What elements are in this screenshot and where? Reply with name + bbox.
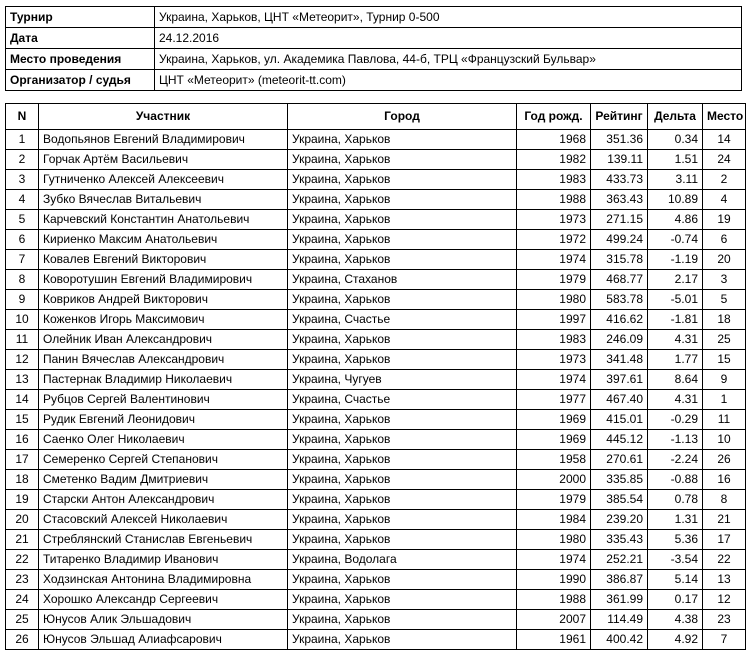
cell-number: 9 bbox=[6, 290, 39, 310]
cell-rating: 433.73 bbox=[591, 170, 648, 190]
cell-rating: 445.12 bbox=[591, 430, 648, 450]
cell-rating: 415.01 bbox=[591, 410, 648, 430]
cell-delta: 2.17 bbox=[648, 270, 703, 290]
cell-participant: Стасовский Алексей Николаевич bbox=[39, 510, 288, 530]
cell-rating: 416.62 bbox=[591, 310, 648, 330]
cell-delta: 4.31 bbox=[648, 390, 703, 410]
cell-birth-year: 1974 bbox=[517, 550, 591, 570]
cell-city: Украина, Харьков bbox=[288, 510, 517, 530]
cell-number: 14 bbox=[6, 390, 39, 410]
cell-rating: 270.61 bbox=[591, 450, 648, 470]
table-row bbox=[6, 350, 746, 370]
cell-rating: 468.77 bbox=[591, 270, 648, 290]
cell-place: 20 bbox=[703, 250, 746, 270]
cell-rating: 114.49 bbox=[591, 610, 648, 630]
col-header-delta: Дельта bbox=[648, 104, 703, 130]
cell-delta: 10.89 bbox=[648, 190, 703, 210]
cell-place: 2 bbox=[703, 170, 746, 190]
cell-place: 21 bbox=[703, 510, 746, 530]
cell-city: Украина, Счастье bbox=[288, 390, 517, 410]
col-header-place: Место bbox=[703, 104, 746, 130]
table-row bbox=[6, 270, 746, 290]
cell-number: 26 bbox=[6, 630, 39, 650]
cell-city: Украина, Харьков bbox=[288, 590, 517, 610]
cell-place: 6 bbox=[703, 230, 746, 250]
table-row bbox=[6, 510, 746, 530]
cell-rating: 252.21 bbox=[591, 550, 648, 570]
cell-participant: Рудик Евгений Леонидович bbox=[39, 410, 288, 430]
table-row bbox=[6, 170, 746, 190]
cell-rating: 335.85 bbox=[591, 470, 648, 490]
cell-number: 10 bbox=[6, 310, 39, 330]
cell-delta: -5.01 bbox=[648, 290, 703, 310]
cell-participant: Стреблянский Станислав Евгеньевич bbox=[39, 530, 288, 550]
cell-place: 14 bbox=[703, 130, 746, 150]
cell-city: Украина, Харьков bbox=[288, 290, 517, 310]
table-row bbox=[6, 230, 746, 250]
cell-delta: -0.88 bbox=[648, 470, 703, 490]
cell-participant: Коженков Игорь Максимович bbox=[39, 310, 288, 330]
cell-delta: 3.11 bbox=[648, 170, 703, 190]
info-value: Украина, Харьков, ЦНТ «Метеорит», Турнир 0-500 bbox=[155, 7, 742, 28]
cell-place: 9 bbox=[703, 370, 746, 390]
cell-number: 23 bbox=[6, 570, 39, 590]
cell-rating: 315.78 bbox=[591, 250, 648, 270]
cell-participant: Пастернак Владимир Николаевич bbox=[39, 370, 288, 390]
table-row bbox=[6, 190, 746, 210]
col-header-city: Город bbox=[288, 104, 517, 130]
cell-delta: -2.24 bbox=[648, 450, 703, 470]
cell-place: 8 bbox=[703, 490, 746, 510]
cell-participant: Зубко Вячеслав Витальевич bbox=[39, 190, 288, 210]
cell-rating: 397.61 bbox=[591, 370, 648, 390]
cell-delta: -0.29 bbox=[648, 410, 703, 430]
cell-number: 1 bbox=[6, 130, 39, 150]
table-row bbox=[6, 550, 746, 570]
table-row bbox=[6, 210, 746, 230]
tournament-info-table bbox=[5, 6, 742, 91]
cell-birth-year: 1984 bbox=[517, 510, 591, 530]
cell-number: 4 bbox=[6, 190, 39, 210]
cell-rating: 386.87 bbox=[591, 570, 648, 590]
cell-delta: 4.86 bbox=[648, 210, 703, 230]
cell-rating: 335.43 bbox=[591, 530, 648, 550]
cell-birth-year: 1968 bbox=[517, 130, 591, 150]
cell-place: 3 bbox=[703, 270, 746, 290]
cell-participant: Олейник Иван Александрович bbox=[39, 330, 288, 350]
cell-place: 18 bbox=[703, 310, 746, 330]
cell-delta: 0.34 bbox=[648, 130, 703, 150]
cell-place: 11 bbox=[703, 410, 746, 430]
cell-participant: Карчевский Константин Анатольевич bbox=[39, 210, 288, 230]
cell-participant: Семеренко Сергей Степанович bbox=[39, 450, 288, 470]
cell-birth-year: 1988 bbox=[517, 590, 591, 610]
cell-number: 11 bbox=[6, 330, 39, 350]
cell-number: 20 bbox=[6, 510, 39, 530]
cell-rating: 385.54 bbox=[591, 490, 648, 510]
cell-birth-year: 1979 bbox=[517, 270, 591, 290]
cell-city: Украина, Харьков bbox=[288, 350, 517, 370]
info-label: Место проведения bbox=[6, 49, 155, 70]
cell-birth-year: 1974 bbox=[517, 370, 591, 390]
cell-delta: 1.77 bbox=[648, 350, 703, 370]
cell-delta: -3.54 bbox=[648, 550, 703, 570]
cell-number: 2 bbox=[6, 150, 39, 170]
cell-number: 25 bbox=[6, 610, 39, 630]
cell-number: 16 bbox=[6, 430, 39, 450]
cell-participant: Кириенко Максим Анатольевич bbox=[39, 230, 288, 250]
cell-number: 22 bbox=[6, 550, 39, 570]
cell-birth-year: 1980 bbox=[517, 290, 591, 310]
cell-city: Украина, Счастье bbox=[288, 310, 517, 330]
col-header-participant: Участник bbox=[39, 104, 288, 130]
cell-delta: 8.64 bbox=[648, 370, 703, 390]
tournament-info-body bbox=[6, 7, 742, 91]
results-body bbox=[6, 130, 746, 650]
cell-delta: -0.74 bbox=[648, 230, 703, 250]
cell-place: 16 bbox=[703, 470, 746, 490]
cell-place: 17 bbox=[703, 530, 746, 550]
info-label: Организатор / судья bbox=[6, 70, 155, 91]
cell-place: 19 bbox=[703, 210, 746, 230]
cell-number: 21 bbox=[6, 530, 39, 550]
cell-delta: 0.78 bbox=[648, 490, 703, 510]
cell-birth-year: 1983 bbox=[517, 170, 591, 190]
cell-participant: Ковалев Евгений Викторович bbox=[39, 250, 288, 270]
info-row-venue bbox=[6, 49, 742, 70]
cell-delta: -1.19 bbox=[648, 250, 703, 270]
cell-number: 12 bbox=[6, 350, 39, 370]
cell-number: 6 bbox=[6, 230, 39, 250]
cell-participant: Старски Антон Александрович bbox=[39, 490, 288, 510]
table-row bbox=[6, 250, 746, 270]
cell-place: 12 bbox=[703, 590, 746, 610]
cell-participant: Панин Вячеслав Александрович bbox=[39, 350, 288, 370]
cell-place: 10 bbox=[703, 430, 746, 450]
cell-place: 13 bbox=[703, 570, 746, 590]
cell-participant: Ковриков Андрей Викторович bbox=[39, 290, 288, 310]
cell-delta: 1.51 bbox=[648, 150, 703, 170]
cell-city: Украина, Харьков bbox=[288, 530, 517, 550]
cell-birth-year: 1982 bbox=[517, 150, 591, 170]
col-header-rating: Рейтинг bbox=[591, 104, 648, 130]
cell-place: 24 bbox=[703, 150, 746, 170]
cell-participant: Коворотушин Евгений Владимирович bbox=[39, 270, 288, 290]
cell-participant: Сметенко Вадим Дмитриевич bbox=[39, 470, 288, 490]
cell-number: 13 bbox=[6, 370, 39, 390]
cell-birth-year: 1973 bbox=[517, 350, 591, 370]
cell-place: 15 bbox=[703, 350, 746, 370]
cell-place: 25 bbox=[703, 330, 746, 350]
cell-birth-year: 2007 bbox=[517, 610, 591, 630]
cell-participant: Горчак Артём Васильевич bbox=[39, 150, 288, 170]
col-header-number: N bbox=[6, 104, 39, 130]
cell-delta: 1.31 bbox=[648, 510, 703, 530]
cell-place: 4 bbox=[703, 190, 746, 210]
cell-participant: Ходзинская Антонина Владимировна bbox=[39, 570, 288, 590]
cell-city: Украина, Водолага bbox=[288, 550, 517, 570]
cell-city: Украина, Харьков bbox=[288, 430, 517, 450]
cell-birth-year: 1997 bbox=[517, 310, 591, 330]
cell-city: Украина, Харьков bbox=[288, 130, 517, 150]
col-header-birth-year: Год рожд. bbox=[517, 104, 591, 130]
cell-city: Украина, Харьков bbox=[288, 610, 517, 630]
info-value: Украина, Харьков, ул. Академика Павлова, 44-б, ТРЦ «Французский Бульвар» bbox=[155, 49, 742, 70]
cell-number: 7 bbox=[6, 250, 39, 270]
cell-rating: 271.15 bbox=[591, 210, 648, 230]
cell-participant: Титаренко Владимир Иванович bbox=[39, 550, 288, 570]
cell-city: Украина, Харьков bbox=[288, 570, 517, 590]
cell-delta: 5.36 bbox=[648, 530, 703, 550]
cell-rating: 583.78 bbox=[591, 290, 648, 310]
cell-place: 5 bbox=[703, 290, 746, 310]
table-row bbox=[6, 330, 746, 350]
cell-birth-year: 1969 bbox=[517, 430, 591, 450]
table-row bbox=[6, 390, 746, 410]
cell-place: 26 bbox=[703, 450, 746, 470]
cell-birth-year: 1983 bbox=[517, 330, 591, 350]
cell-delta: 4.92 bbox=[648, 630, 703, 650]
cell-birth-year: 1979 bbox=[517, 490, 591, 510]
cell-city: Украина, Стаханов bbox=[288, 270, 517, 290]
cell-birth-year: 1988 bbox=[517, 190, 591, 210]
info-row-date bbox=[6, 28, 742, 49]
cell-participant: Гутниченко Алексей Алексеевич bbox=[39, 170, 288, 190]
cell-birth-year: 1974 bbox=[517, 250, 591, 270]
table-row bbox=[6, 130, 746, 150]
cell-birth-year: 1958 bbox=[517, 450, 591, 470]
cell-city: Украина, Харьков bbox=[288, 150, 517, 170]
cell-city: Украина, Харьков bbox=[288, 230, 517, 250]
cell-city: Украина, Харьков bbox=[288, 490, 517, 510]
table-row bbox=[6, 570, 746, 590]
cell-city: Украина, Харьков bbox=[288, 330, 517, 350]
cell-number: 15 bbox=[6, 410, 39, 430]
info-value: ЦНТ «Метеорит» (meteorit-tt.com) bbox=[155, 70, 742, 91]
table-row bbox=[6, 450, 746, 470]
table-row bbox=[6, 370, 746, 390]
cell-city: Украина, Харьков bbox=[288, 250, 517, 270]
cell-delta: -1.81 bbox=[648, 310, 703, 330]
table-row bbox=[6, 310, 746, 330]
table-row bbox=[6, 610, 746, 630]
cell-place: 7 bbox=[703, 630, 746, 650]
cell-number: 5 bbox=[6, 210, 39, 230]
cell-city: Украина, Харьков bbox=[288, 190, 517, 210]
cell-participant: Саенко Олег Николаевич bbox=[39, 430, 288, 450]
cell-participant: Юнусов Эльшад Алиафсарович bbox=[39, 630, 288, 650]
cell-participant: Водопьянов Евгений Владимирович bbox=[39, 130, 288, 150]
cell-rating: 351.36 bbox=[591, 130, 648, 150]
table-row bbox=[6, 410, 746, 430]
table-row bbox=[6, 490, 746, 510]
table-row bbox=[6, 430, 746, 450]
cell-birth-year: 1990 bbox=[517, 570, 591, 590]
cell-participant: Хорошко Александр Сергеевич bbox=[39, 590, 288, 610]
cell-city: Украина, Харьков bbox=[288, 410, 517, 430]
cell-number: 18 bbox=[6, 470, 39, 490]
info-label: Дата bbox=[6, 28, 155, 49]
cell-participant: Рубцов Сергей Валентинович bbox=[39, 390, 288, 410]
cell-birth-year: 1969 bbox=[517, 410, 591, 430]
cell-rating: 139.11 bbox=[591, 150, 648, 170]
cell-rating: 499.24 bbox=[591, 230, 648, 250]
info-value: 24.12.2016 bbox=[155, 28, 742, 49]
cell-delta: 4.38 bbox=[648, 610, 703, 630]
table-row bbox=[6, 630, 746, 650]
table-row bbox=[6, 290, 746, 310]
cell-city: Украина, Харьков bbox=[288, 170, 517, 190]
cell-delta: -1.13 bbox=[648, 430, 703, 450]
cell-birth-year: 1972 bbox=[517, 230, 591, 250]
info-row-organizer bbox=[6, 70, 742, 91]
cell-participant: Юнусов Алик Эльшадович bbox=[39, 610, 288, 630]
table-row bbox=[6, 530, 746, 550]
cell-rating: 400.42 bbox=[591, 630, 648, 650]
cell-rating: 361.99 bbox=[591, 590, 648, 610]
cell-birth-year: 1961 bbox=[517, 630, 591, 650]
cell-birth-year: 2000 bbox=[517, 470, 591, 490]
cell-birth-year: 1973 bbox=[517, 210, 591, 230]
cell-city: Украина, Харьков bbox=[288, 210, 517, 230]
cell-number: 24 bbox=[6, 590, 39, 610]
cell-delta: 4.31 bbox=[648, 330, 703, 350]
cell-delta: 5.14 bbox=[648, 570, 703, 590]
table-row bbox=[6, 590, 746, 610]
cell-birth-year: 1977 bbox=[517, 390, 591, 410]
cell-birth-year: 1980 bbox=[517, 530, 591, 550]
cell-rating: 363.43 bbox=[591, 190, 648, 210]
cell-number: 8 bbox=[6, 270, 39, 290]
cell-number: 17 bbox=[6, 450, 39, 470]
results-header-row bbox=[6, 104, 746, 130]
table-row bbox=[6, 470, 746, 490]
cell-rating: 246.09 bbox=[591, 330, 648, 350]
cell-delta: 0.17 bbox=[648, 590, 703, 610]
cell-rating: 467.40 bbox=[591, 390, 648, 410]
cell-place: 23 bbox=[703, 610, 746, 630]
table-row bbox=[6, 150, 746, 170]
cell-rating: 239.20 bbox=[591, 510, 648, 530]
results-table bbox=[5, 103, 746, 650]
cell-rating: 341.48 bbox=[591, 350, 648, 370]
cell-place: 1 bbox=[703, 390, 746, 410]
cell-city: Украина, Харьков bbox=[288, 450, 517, 470]
info-label: Турнир bbox=[6, 7, 155, 28]
cell-number: 19 bbox=[6, 490, 39, 510]
cell-place: 22 bbox=[703, 550, 746, 570]
cell-city: Украина, Чугуев bbox=[288, 370, 517, 390]
cell-city: Украина, Харьков bbox=[288, 470, 517, 490]
cell-number: 3 bbox=[6, 170, 39, 190]
cell-city: Украина, Харьков bbox=[288, 630, 517, 650]
info-row-tournament bbox=[6, 7, 742, 28]
